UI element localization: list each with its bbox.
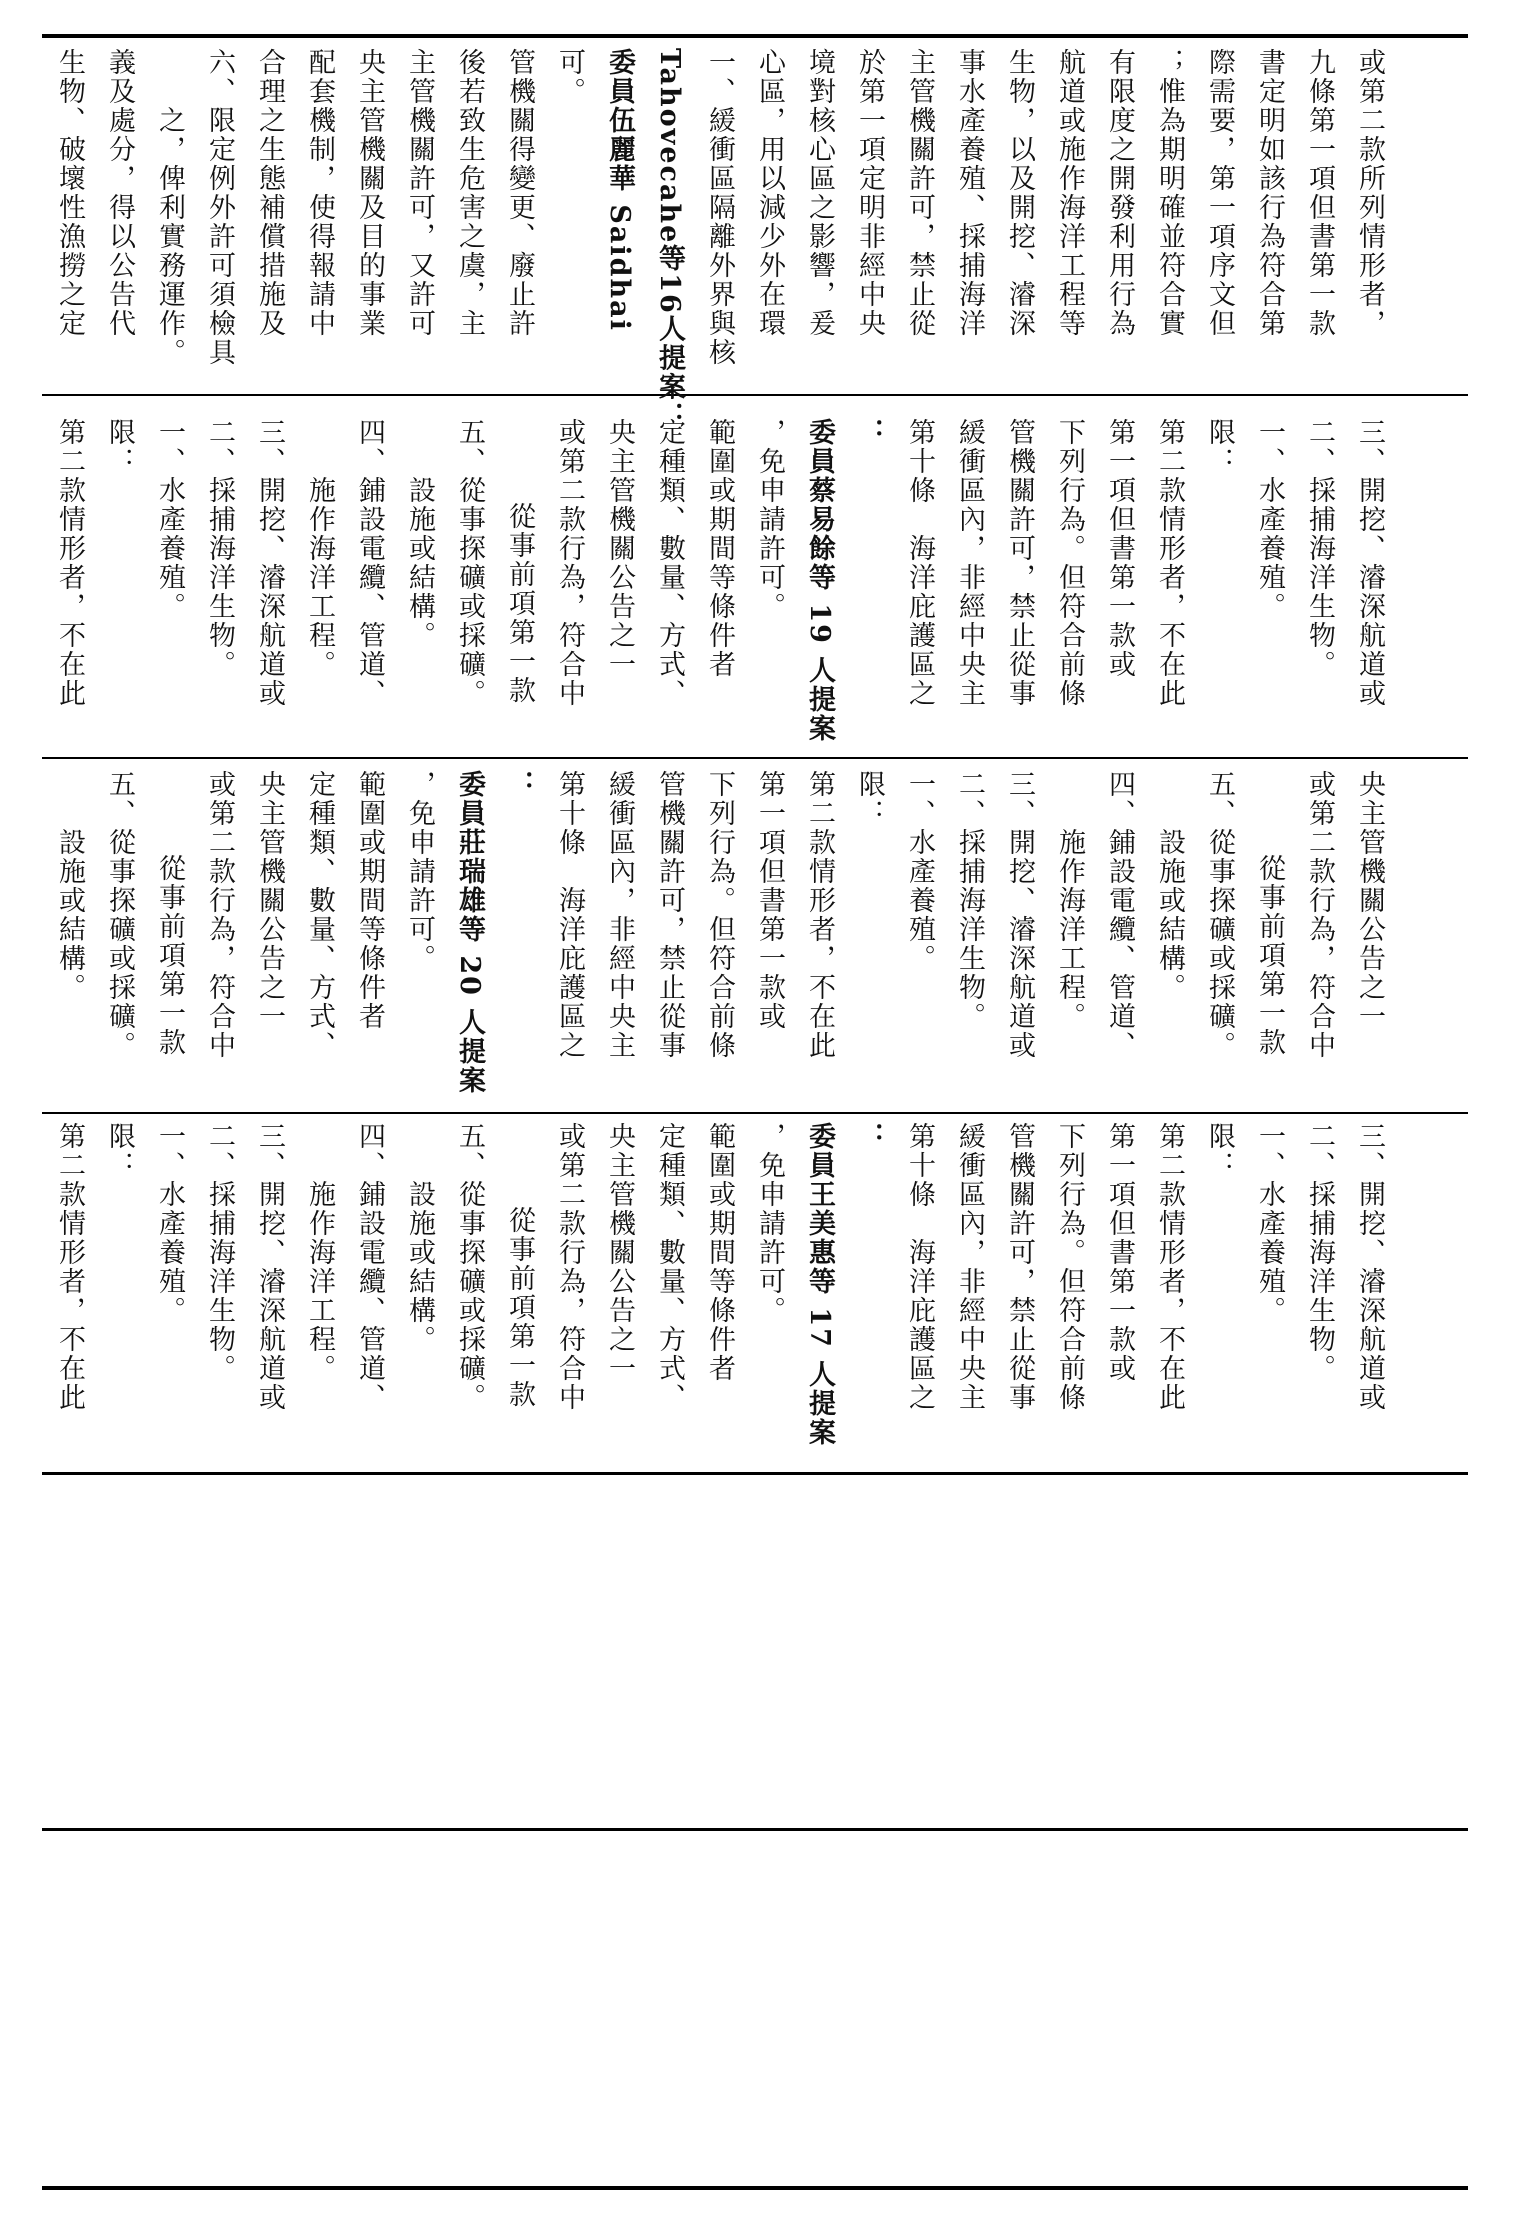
text-line: 義及處分，得以公告代: [104, 48, 135, 338]
text-line: 生物，以及開挖、濬深: [1004, 48, 1035, 338]
text-line: 生物、破壞性漁撈之定: [54, 48, 85, 338]
text-line: 第二款情形者，不在此: [54, 418, 85, 708]
text-line: 第十條 海洋庇護區之: [904, 1122, 935, 1412]
text-line: 四、鋪設電纜、管道、: [354, 1122, 385, 1412]
proposal-heading: 委員莊瑞雄等 20 人提案: [454, 770, 485, 1096]
text-line: 限：: [1204, 1122, 1235, 1180]
text-line: 六、限定例外許可須檢具: [204, 48, 235, 367]
text-line: 五、從事探礦或採礦。: [454, 418, 485, 708]
text-line: 央主管機關公告之一: [604, 418, 635, 679]
text-line: 合理之生態補償措施及: [254, 48, 285, 338]
text-line: 際需要，第一項序文但: [1204, 48, 1235, 338]
text-line: 一、水產養殖。: [1254, 1122, 1285, 1325]
text-line: 定種類、數量、方式、: [654, 1122, 685, 1412]
text-panel-2: [42, 418, 1468, 750]
text-line: 第十條 海洋庇護區之: [904, 418, 935, 708]
text-line: 施作海洋工程。: [304, 1180, 335, 1383]
text-line: 緩衝區內，非經中央主: [954, 1122, 985, 1412]
text-line: 事水產養殖、採捕海洋: [954, 48, 985, 338]
text-line: 後若致生危害之虞，主: [454, 48, 485, 338]
text-line: 第二款情形者，不在此: [54, 1122, 85, 1412]
panel-divider-1: [42, 394, 1468, 396]
text-line: 航道或施作海洋工程等: [1054, 48, 1085, 338]
text-line: 五、從事探礦或採礦。: [104, 770, 135, 1060]
text-line: 管機關許可，禁止從事: [1004, 418, 1035, 708]
text-line: ，免申請許可。: [754, 418, 785, 621]
text-line: 限：: [1204, 418, 1235, 476]
text-line: 範圍或期間等條件者: [354, 770, 385, 1031]
text-panel-3: [42, 770, 1468, 1106]
text-line: 從事前項第一款: [504, 502, 535, 705]
text-line: 第二款情形者，不在此: [1154, 1122, 1185, 1412]
text-line: 限：: [104, 1122, 135, 1180]
panel-divider-4: [42, 1472, 1468, 1475]
text-line: 二、採捕海洋生物。: [204, 1122, 235, 1383]
text-panel-1: [42, 48, 1468, 431]
text-line: 有限度之開發利用行為: [1104, 48, 1135, 338]
text-line: 第十條 海洋庇護區之: [554, 770, 585, 1060]
text-line: 主管機關許可，又許可: [404, 48, 435, 338]
text-line: 可。: [554, 48, 585, 106]
text-line: 限：: [104, 418, 135, 476]
proposal-heading: 委員伍麗華 Saidhai: [604, 48, 635, 332]
text-line: 或第二款行為，符合中: [1304, 770, 1335, 1060]
text-line: 設施或結構。: [54, 828, 85, 1002]
text-line: 第二款情形者，不在此: [804, 770, 835, 1060]
text-line: 或第二款所列情形者，: [1354, 48, 1385, 338]
proposal-heading: Tahovecahe等16人提案：: [654, 48, 685, 431]
text-line: 施作海洋工程。: [304, 476, 335, 679]
text-line: 三、開挖、濬深航道或: [254, 1122, 285, 1412]
text-line: 一、緩衝區隔離外界與核: [704, 48, 735, 367]
text-line: 緩衝區內，非經中央主: [604, 770, 635, 1060]
text-line: 央主管機關公告之一: [254, 770, 285, 1031]
text-line: 之，俾利實務運作。: [154, 106, 185, 367]
text-line: 央主管機關及目的事業: [354, 48, 385, 338]
text-line: 管機關許可，禁止從事: [654, 770, 685, 1060]
text-line: 央主管機關公告之一: [604, 1122, 635, 1383]
text-line: 一、水產養殖。: [904, 770, 935, 973]
text-line: 設施或結構。: [404, 476, 435, 650]
text-line: 緩衝區內，非經中央主: [954, 418, 985, 708]
text-line: 二、採捕海洋生物。: [954, 770, 985, 1031]
text-line: 九條第一項但書第一款: [1304, 48, 1335, 338]
text-line: 管機關許可，禁止從事: [1004, 1122, 1035, 1412]
text-line: 或第二款行為，符合中: [554, 1122, 585, 1412]
text-line: 從事前項第一款: [154, 854, 185, 1057]
text-line: 施作海洋工程。: [1054, 828, 1085, 1031]
text-line: 定種類、數量、方式、: [304, 770, 335, 1060]
text-line: 五、從事探礦或採礦。: [454, 1122, 485, 1412]
text-line: 三、開挖、濬深航道或: [1354, 1122, 1385, 1412]
text-line: 設施或結構。: [404, 1180, 435, 1354]
text-line: 四、鋪設電纜、管道、: [354, 418, 385, 708]
text-line: 限：: [854, 770, 885, 828]
text-line: 配套機制，使得報請中: [304, 48, 335, 338]
text-line: ；惟為期明確並符合實: [1154, 48, 1185, 338]
text-line: 範圍或期間等條件者: [704, 1122, 735, 1383]
text-line: 從事前項第一款: [1254, 854, 1285, 1057]
text-line: ，免申請許可。: [404, 770, 435, 973]
text-line: 五、從事探礦或採礦。: [1204, 770, 1235, 1060]
text-line: 心區，用以減少外在環: [754, 48, 785, 338]
text-line: 第一項但書第一款或: [1104, 1122, 1135, 1383]
text-line: 下列行為。但符合前條: [1054, 418, 1085, 708]
blank-area-rule: [42, 1828, 1468, 1831]
text-line: 設施或結構。: [1154, 828, 1185, 1002]
proposal-heading: 委員蔡易餘等 19 人提案: [804, 418, 835, 744]
text-line: 一、水產養殖。: [1254, 418, 1285, 621]
text-line: 管機關得變更、廢止許: [504, 48, 535, 338]
text-line: 二、採捕海洋生物。: [204, 418, 235, 679]
text-line: 四、鋪設電纜、管道、: [1104, 770, 1135, 1060]
top-rule: [42, 34, 1468, 38]
text-line: 下列行為。但符合前條: [704, 770, 735, 1060]
text-line: 於第一項定明非經中央: [854, 48, 885, 338]
proposal-heading: ：: [854, 1122, 885, 1151]
proposal-heading: ：: [854, 418, 885, 447]
text-line: 二、採捕海洋生物。: [1304, 418, 1335, 679]
panel-divider-3: [42, 1112, 1468, 1114]
panel-divider-2: [42, 757, 1468, 759]
text-line: 一、水產養殖。: [154, 1122, 185, 1325]
text-line: ，免申請許可。: [754, 1122, 785, 1325]
text-panel-4: [42, 1122, 1468, 1462]
text-line: 或第二款行為，符合中: [554, 418, 585, 708]
text-line: 境對核心區之影響，爰: [804, 48, 835, 338]
text-line: 書定明如該行為符合第: [1254, 48, 1285, 338]
proposal-heading: 委員王美惠等 17 人提案: [804, 1122, 835, 1448]
text-line: 二、採捕海洋生物。: [1304, 1122, 1335, 1383]
text-line: 三、開挖、濬深航道或: [254, 418, 285, 708]
text-line: 一、水產養殖。: [154, 418, 185, 621]
text-line: 或第二款行為，符合中: [204, 770, 235, 1060]
text-line: 三、開挖、濬深航道或: [1004, 770, 1035, 1060]
text-line: 央主管機關公告之一: [1354, 770, 1385, 1031]
proposal-heading: ：: [504, 770, 535, 799]
text-line: 範圍或期間等條件者: [704, 418, 735, 679]
text-line: 第二款情形者，不在此: [1154, 418, 1185, 708]
text-line: 第一項但書第一款或: [754, 770, 785, 1031]
text-line: 主管機關許可，禁止從: [904, 48, 935, 338]
text-line: 從事前項第一款: [504, 1206, 535, 1409]
text-line: 下列行為。但符合前條: [1054, 1122, 1085, 1412]
bottom-rule: [42, 2186, 1468, 2190]
text-line: 三、開挖、濬深航道或: [1354, 418, 1385, 708]
text-line: 定種類、數量、方式、: [654, 418, 685, 708]
text-line: 第一項但書第一款或: [1104, 418, 1135, 679]
